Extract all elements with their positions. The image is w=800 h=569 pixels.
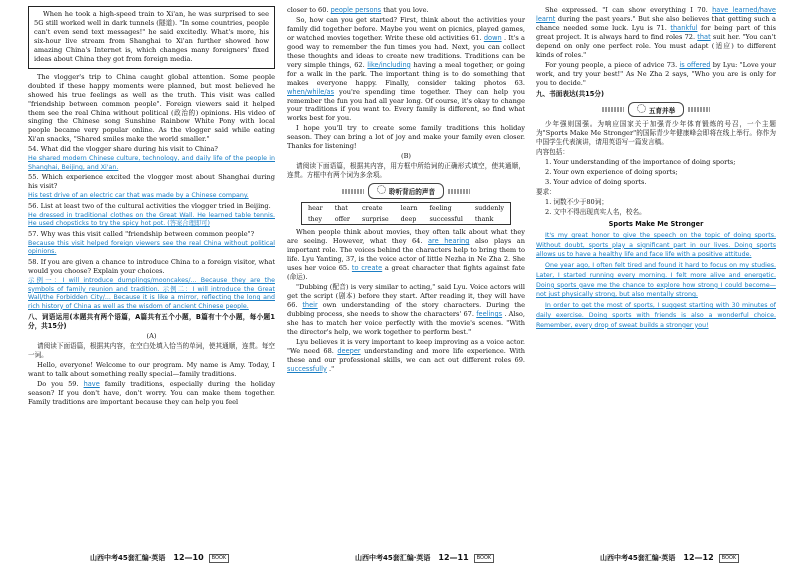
banner-decoration: [602, 107, 624, 112]
passage-a-cont: closer to 60. people persons that you love.: [287, 6, 429, 14]
answer-55: His test drive of an electric car that was made by a Chinese company.: [28, 192, 249, 200]
question-list: [28, 145, 275, 311]
banner-decoration: [448, 189, 470, 194]
banner-title: 聆听背后的声音: [368, 183, 444, 199]
footer-title: 山西中考45套汇编·英语: [90, 553, 166, 562]
requirement: 1. 词数不少于80词；: [545, 198, 608, 207]
passage-b-p3: Lyu believes it is very important to keep improving as a voice actor. "We need 68. deeper understanding and more life experience. With these and our professional skills, we can act out different roles 69. successfully .": [287, 337, 525, 373]
blank-60: people persons: [330, 6, 382, 14]
book-logo-icon: BOOK: [719, 554, 740, 563]
content-point: 1. Your understanding of the importance of doing sports;: [545, 158, 736, 167]
page-number: 12—11: [438, 553, 469, 563]
question-55: 55. Which experience excited the vlogger most about Shanghai during his visit?: [28, 173, 275, 191]
passage-a-p2: Do you 59. have family traditions, especially during the holiday season? If you don't have, don't worry. You can make them together. Family traditions are important because they can help you feel: [28, 379, 275, 406]
content-point: 2. Your own experience of doing sports;: [545, 168, 678, 177]
requirement: 2. 文中不得出现真实人名，校名。: [545, 208, 646, 217]
word: create: [361, 204, 383, 213]
essay-paragraph: One year ago, I often felt tired and found it hard to focus on my studies. Later, I started running every morning. I felt more alive and energetic. Doing sports gave me the chance to explore how strong I could become—not just physically strong, but also mentally strong.: [536, 262, 776, 299]
question-58: 58. If you are given a chance to introduce China to a foreign visitor, what would you choose? Explain your choices.: [28, 258, 275, 275]
question-54: 54. What did the vlogger share during his visit to China?: [28, 145, 218, 154]
section-8-heading: 八、词语运用(本题共有两个语篇，A篇共有五个小题，B篇有十个小题，每小题1分，共15分): [28, 313, 275, 331]
requirements-label: 要求：: [536, 188, 556, 197]
word: thank: [474, 214, 494, 223]
word: hear: [307, 204, 323, 213]
content-label: 内容包括：: [536, 148, 569, 157]
reading-box: [28, 6, 275, 69]
part-b-instructions: 请阅读下面语篇，根据其内容，用方框中所给词的正确形式填空，使其通顺，连贯。方框中有两个词为多余项。: [287, 162, 525, 180]
blank-72: that: [697, 32, 711, 41]
question-56: 56. List at least two of the cultural activities the vlogger tried in Beijing.: [28, 201, 271, 210]
page-number: 12—12: [683, 553, 714, 563]
column-middle: [287, 6, 525, 375]
word: offer: [334, 214, 350, 223]
passage-a-p3: So, how can you get started? First, think about the activities your family did together before. Maybe you went on picnics, played games, or watched movies together. Write these old activities 61. down . It's a good way to remember the fun times you had. Next, you can collect these thoughts and ideas to create new traditions. Traditions can be very simple things, 62. like/including having a meal together, or going for a walk in the park. The important thing is to do something that makes everyone happy. Finally, consider taking photos 63. when/while/as you're spending time together. They can help you remember the fun you had all year long. Of course, it's okay to change your traditions if you want to. Every family is different, so find what works best for you.: [287, 15, 525, 123]
passage-b-p5: For young people, a piece of advice 73. is offered by Lyu: "Love your work, and try your best!" As Ne Zha 2 says, "Who you are is only for you to decide.": [536, 60, 776, 87]
blank-69: successfully: [287, 364, 327, 373]
essay-paragraph: It's my great honor to give the speech on the topic of doing sports. Without doubt, sports play a significant part in our lives. Doing sports allows us to have a healthy life and face life with a positive attitude.: [536, 231, 776, 259]
passage-a-p1: Hello, everyone! Welcome to our program. My name is Amy. Today, I want to talk about something really special—family traditions.: [28, 360, 275, 378]
passage-b-p4: She expressed. "I can show everything I 70. have learned/have learnt during the past years." But she also believes that getting such a chance needed some luck. Lyu is 71. thankful for being part of this great project. It is always hard to find roles 72. that suit her. "You can't depend on only one perfect role. You must adapt (适应) to different kinds of roles.": [536, 6, 776, 59]
blank-65: to create: [351, 264, 383, 273]
part-a-instructions: 请阅读下面语篇，根据其内容，在空白处填入恰当的单词，使其通顺，连贯。每空一词。: [28, 342, 275, 360]
passage-a-p4: I hope you'll try to create some family traditions this holiday season. They can bring a lot of joy and make your family even closer. Thanks for listening!: [287, 124, 525, 151]
word: they: [307, 214, 323, 223]
word-box: [301, 202, 511, 225]
writing-prompt: 少年强则国强。为响应国家关于加强青少年体育锻炼的号召，一个主题为"Sports Make Me Stronger"的国际青少年健康峰会即将在线上举行。你作为中国学生代表演讲，请用英语写一篇发言稿。: [536, 120, 776, 147]
question-57: 57. Why was this visit called "friendship between common people"?: [28, 229, 255, 238]
column-left: [28, 6, 275, 408]
answer-56: He dressed in traditional clothes on the Great Wall. He learned table tennis. He used chopsticks to try the spicy hot pot. (答案合理即可): [28, 211, 275, 228]
part-b-label: (B): [401, 152, 411, 161]
passage-b-p1: When people think about movies, they often talk about what they are seeing. However, what they 64. are hearing also plays an important role. The voices behind the characters help to bring them to life. Lyu Yanting, 37, is the voice actor of little Nezha in Ne Zha 2. She uses her voice 65. to create a great character that fights against fate (命运).: [287, 228, 525, 282]
book-logo-icon: BOOK: [474, 554, 495, 563]
column-right: [536, 6, 776, 331]
word: that: [334, 204, 348, 213]
word-row: [301, 214, 510, 225]
blank-62: like/including: [367, 60, 411, 69]
book-logo-icon: BOOK: [209, 554, 230, 563]
blank-61: down: [483, 33, 502, 42]
footer-title: 山西中考45套汇编·英语: [600, 553, 676, 562]
box-paragraph: When he took a high-speed train to Xi'an, he was surprised to see 5G still worked well in dark tunnels (隧道). "In some countries, people can't even send text messages!" he said excitedly. What's more, his six-hour live stream from Shanghai to Xi'an further showed how amazing China's Internet is, which changes many foreigners' fixed ideas about China they got from foreign media.: [34, 10, 269, 63]
word: learn: [400, 204, 418, 213]
word: surprise: [361, 214, 389, 223]
word: deep: [400, 214, 417, 223]
page-footer: [90, 553, 229, 564]
answer-57: Because this visit helped foreign viewers see the real China without political opinions.: [28, 239, 275, 256]
page-footer: [355, 553, 494, 564]
gear-icon: [637, 104, 646, 113]
answer-54: He shared modern Chinese culture, technology, and daily life of the people in Shanghai, Beijing, and Xi'an.: [28, 155, 275, 171]
page-number: 12—10: [173, 553, 204, 563]
blank-71: thankful: [670, 23, 698, 32]
banner-title: 五育并举: [628, 102, 684, 118]
blank-68: deeper: [337, 346, 361, 355]
word: feeling: [429, 204, 452, 213]
page-footer: [600, 553, 739, 564]
reading-paragraph: The vlogger's trip to China caught global attention. Some people doubted if these happy moments were planned, but most believed he showed his true feelings as well as the truth. This visit was called "friendship between common people". Foreign viewers said it helped them see the real China without political (政治的) opinions. His video of singing the Chinese song Sunshine Rainbow White Pony with local people became very popular online. As the vlogger said while eating Xi'an snacks, "Shared smiles make the world smaller.": [28, 72, 275, 144]
banner-decoration: [688, 107, 710, 112]
content-point: 3. Your advice of doing sports.: [545, 178, 647, 187]
essay-paragraph: In order to get the most of sports, I suggest starting with 30 minutes of daily exercise. Doing sports with friends is also a wonderful choice. Remember, every drop of sweat builds a stronger you!: [536, 302, 776, 329]
footer-title: 山西中考45套汇编·英语: [355, 553, 431, 562]
part-b-banner: [287, 183, 525, 199]
part-a-label: (A): [146, 332, 157, 341]
blank-59: have: [83, 379, 100, 388]
blank-64: are hearing: [428, 237, 470, 246]
word: successful: [429, 214, 463, 223]
banner-decoration: [342, 189, 364, 194]
blank-66: their: [302, 301, 318, 310]
section-9-heading: 九、书面表达(共15分): [536, 89, 604, 98]
gear-icon: [377, 185, 386, 194]
blank-73: is offered: [679, 60, 711, 69]
essay-title: Sports Make Me Stronger: [608, 220, 704, 229]
answer-58: 示例一：I will introduce dumplings/mooncakes/... Because they are the symbols of family reunion and tradition. 示例二：I will introduce the Great Wall/the Forbidden City/... Because it is like a mirror, reflecting the long and rich history of China as well as the wisdom of ancient Chinese people.: [28, 276, 275, 310]
blank-67: feelings: [476, 310, 503, 319]
blank-63: when/while/as: [287, 87, 335, 96]
word: suddenly: [474, 204, 505, 213]
word-row: [301, 203, 510, 214]
passage-b-p2: "Dubbing (配音) is very similar to acting," said Lyu. Voice actors will get the script (剧本) before they start. After reading it, they will have 66. their own understanding of the story characters. During the dubbing process, she needs to show the characters' 67. feelings . Also, she has to match her voice perfectly with the movie's scenes. "With the director's help, we work together to perform best.": [287, 283, 525, 336]
blank-70: have learned/have learnt: [536, 6, 776, 23]
writing-banner: [536, 102, 776, 118]
